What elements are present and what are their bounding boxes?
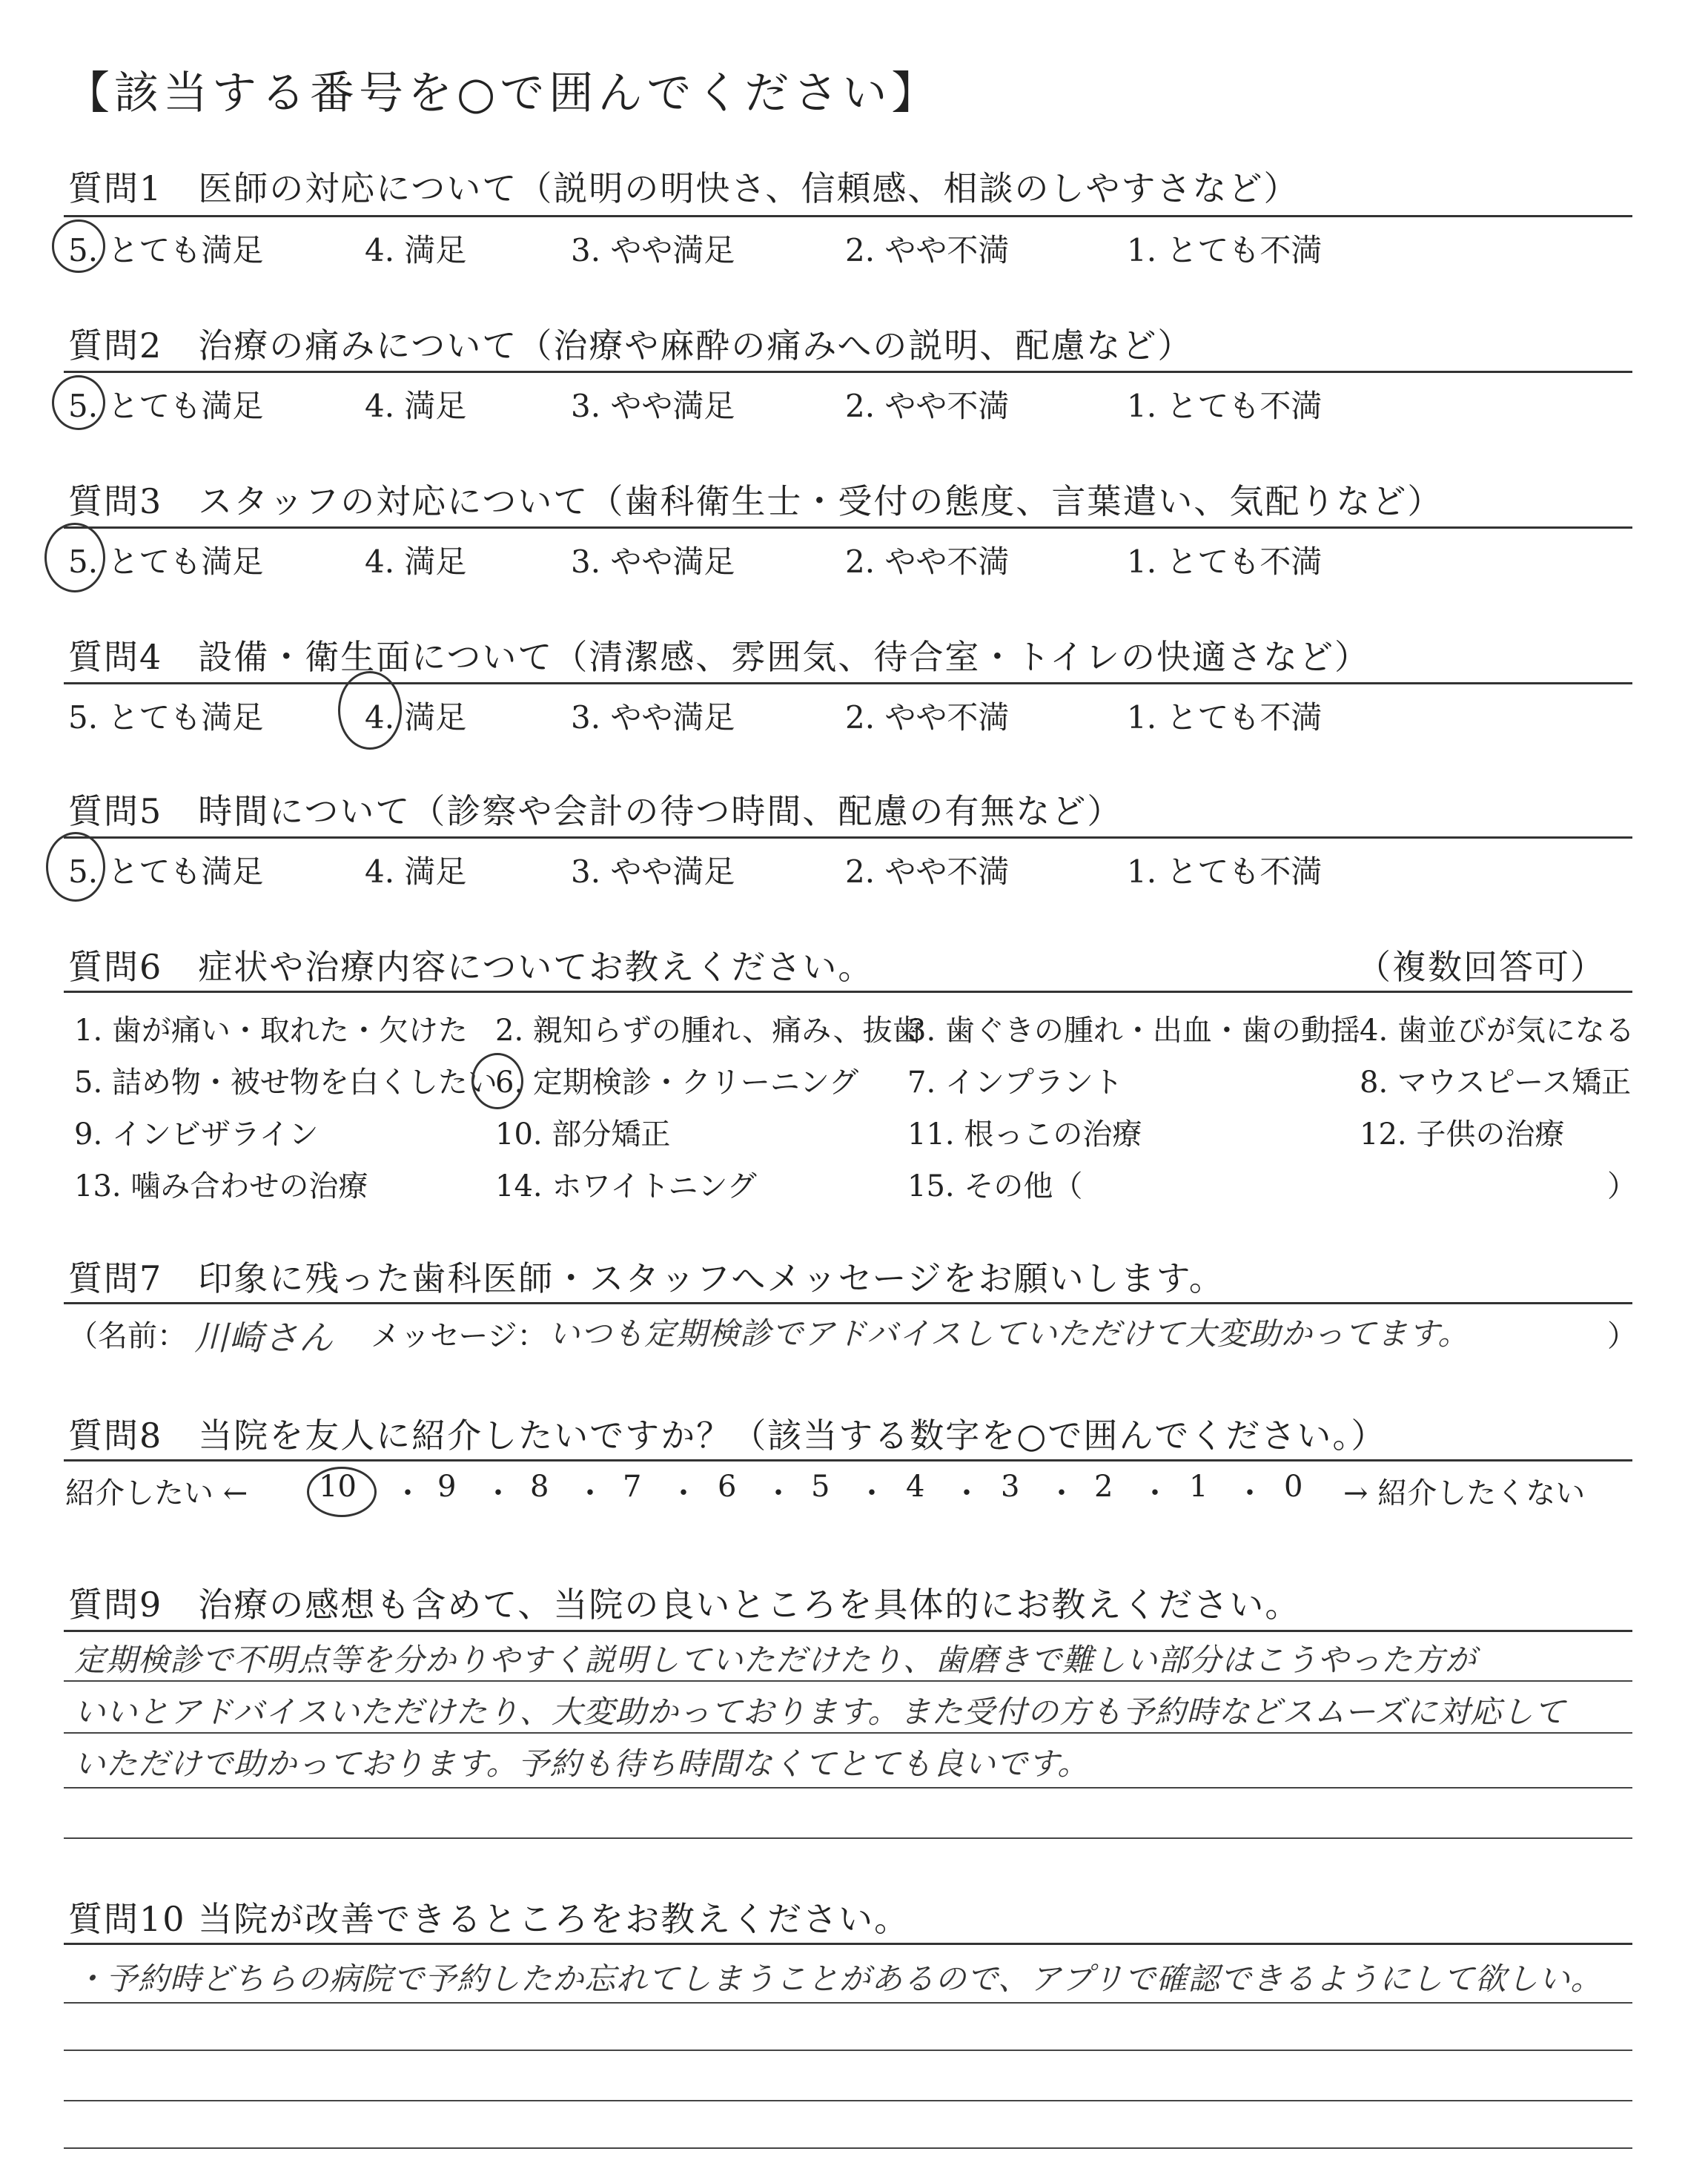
q9-answer-rule [64,1837,1632,1839]
q7-close: ） [1607,1319,1637,1353]
q9-answer-line-3[interactable]: いただけで助かっております。予約も待ち時間なくてとても良いです。 [74,1745,1090,1782]
q3-option-2[interactable]: 2. やや不満 [845,544,1010,580]
q4-option-5[interactable]: 5. とても満足 [68,699,264,736]
q9-rule [64,1630,1632,1632]
q8-scale-9[interactable]: 9 [437,1470,457,1504]
q9-answer-rule [64,1787,1632,1789]
q8-rule [64,1459,1632,1462]
q7-heading: 質問7 印象に残った歯科医師・スタッフへメッセージをお願いします。 [68,1258,1225,1298]
q9-heading: 質問9 治療の感想も含めて、当院の良いところを具体的にお教えください。 [68,1585,1301,1625]
q9-answer-rule [64,1680,1632,1682]
q5-option-4[interactable]: 4. 満足 [365,853,467,890]
q6-item-4[interactable]: 4. 歯並びが気になる [1360,1014,1635,1048]
q10-answer-rule [64,2100,1632,2101]
q3-option-1[interactable]: 1. とても不満 [1127,544,1323,580]
q2-rule [64,371,1632,373]
q4-option-3[interactable]: 3. やや満足 [571,699,735,736]
q8-dot: ・ [1140,1476,1170,1510]
q6-item-11[interactable]: 11. 根っこの治療 [907,1117,1142,1152]
q3-option-5[interactable]: 5. とても満足 [68,544,264,580]
q8-dot: ・ [952,1476,982,1510]
q8-scale-2[interactable]: 2 [1094,1470,1113,1504]
q8-dot: ・ [1235,1476,1265,1510]
q6-note: （複数回答可） [1357,947,1606,987]
q8-dot: ・ [575,1476,605,1510]
q6-heading: 質問6 症状や治療内容についてお教えください。 [68,947,874,987]
q6-item-7[interactable]: 7. インプラント [907,1066,1123,1100]
q7-message-value[interactable]: いつも定期検診でアドバイスしていただけて大変助かってます。 [549,1315,1470,1352]
q6-item-15[interactable]: 15. その他（ [907,1169,1083,1203]
q8-scale-8[interactable]: 8 [530,1470,549,1504]
q2-option-1[interactable]: 1. とても不満 [1127,388,1323,424]
q10-answer-rule [64,2050,1632,2051]
q2-option-4[interactable]: 4. 満足 [365,388,467,424]
q3-selection-circle [44,523,105,592]
q9-answer-line-2[interactable]: いいとアドバイスいただけたり、大変助かっております。また受付の方も予約時などスムーズに対応して [74,1694,1566,1730]
q5-option-1[interactable]: 1. とても不満 [1127,853,1323,890]
q9-answer-rule [64,1732,1632,1734]
q8-right-label: → 紹介したくない [1343,1476,1586,1510]
q7-name-value[interactable]: 川崎さん [194,1318,334,1358]
q6-item-1[interactable]: 1. 歯が痛い・取れた・欠けた [74,1014,468,1048]
q6-item-9[interactable]: 9. インビザライン [74,1117,319,1152]
q4-option-4[interactable]: 4. 満足 [365,699,467,736]
q4-rule [64,682,1632,684]
page-title: 【該当する番号を○で囲んでください】 [65,67,941,119]
q6-item-6[interactable]: 6. 定期検診・クリーニング [495,1066,859,1100]
q1-option-3[interactable]: 3. やや満足 [571,232,735,268]
q8-scale-3[interactable]: 3 [1001,1470,1020,1504]
q8-scale-1[interactable]: 1 [1189,1470,1208,1504]
q3-heading: 質問3 スタッフの対応について（歯科衛生士・受付の態度、言葉遣い、気配りなど） [68,481,1443,521]
q6-item-10[interactable]: 10. 部分矯正 [495,1117,671,1152]
q6-item-3[interactable]: 3. 歯ぐきの腫れ・出血・歯の動揺 [907,1014,1360,1048]
q1-option-2[interactable]: 2. やや不満 [845,232,1010,268]
q6-item-13[interactable]: 13. 噛み合わせの治療 [74,1169,368,1203]
q6-item-14[interactable]: 14. ホワイトニング [495,1169,757,1203]
q10-answer-rule [64,2147,1632,2149]
q10-rule [64,1943,1632,1945]
q1-option-4[interactable]: 4. 満足 [365,232,467,268]
q8-dot: ・ [857,1476,887,1510]
q1-selection-circle [52,219,105,273]
q8-heading: 質問8 当院を友人に紹介したいですか？（該当する数字を○で囲んでください。） [68,1416,1387,1456]
q8-dot: ・ [393,1476,423,1510]
q4-option-2[interactable]: 2. やや不満 [845,699,1010,736]
q8-selection-circle [307,1467,377,1517]
q8-dot: ・ [1047,1476,1076,1510]
q1-option-1[interactable]: 1. とても不満 [1127,232,1323,268]
q10-answer-line-1[interactable]: ・予約時どちらの病院で予約したか忘れてしまうことがあるので、アプリで確認できるようにして欲しい。 [74,1961,1603,1997]
q8-scale-0[interactable]: 0 [1284,1470,1303,1504]
q6-rule [64,991,1632,993]
q6-item-2[interactable]: 2. 親知らずの腫れ、痛み、抜歯 [495,1014,922,1048]
q5-rule [64,836,1632,839]
q4-selection-circle [338,671,402,750]
q1-rule [64,215,1632,217]
q8-scale-4[interactable]: 4 [906,1470,925,1504]
q6-item-8[interactable]: 8. マウスピース矯正 [1360,1066,1632,1100]
q7-message-label: メッセージ： [371,1319,547,1353]
q5-selection-circle [46,832,105,902]
q5-option-2[interactable]: 2. やや不満 [845,853,1010,890]
q8-scale-7[interactable]: 7 [623,1470,642,1504]
q2-heading: 質問2 治療の痛みについて（治療や麻酔の痛みへの説明、配慮など） [68,326,1194,366]
q10-heading: 質問10 当院が改善できるところをお教えください。 [68,1899,910,1939]
q5-option-3[interactable]: 3. やや満足 [571,853,735,890]
q3-option-4[interactable]: 4. 満足 [365,544,467,580]
q2-option-2[interactable]: 2. やや不満 [845,388,1010,424]
q2-option-5[interactable]: 5. とても満足 [68,388,264,424]
q10-answer-rule [64,2002,1632,2004]
q8-scale-6[interactable]: 6 [718,1470,737,1504]
q4-heading: 質問4 設備・衛生面について（清潔感、雰囲気、待合室・トイレの快適さなど） [68,637,1371,677]
q6-item-5[interactable]: 5. 詰め物・被せ物を白くしたい [74,1066,497,1100]
q3-option-3[interactable]: 3. やや満足 [571,544,735,580]
q5-option-5[interactable]: 5. とても満足 [68,853,264,890]
q7-rule [64,1302,1632,1304]
q8-scale-5[interactable]: 5 [811,1470,830,1504]
q8-dot: ・ [669,1476,698,1510]
q6-selection-circle [471,1053,523,1109]
q6-item-12[interactable]: 12. 子供の治療 [1360,1117,1565,1152]
q8-dot: ・ [764,1476,793,1510]
q1-option-5[interactable]: 5. とても満足 [68,232,264,268]
q1-heading: 質問1 医師の対応について（説明の明快さ、信頼感、相談のしやすさなど） [68,168,1300,208]
q4-option-1[interactable]: 1. とても不満 [1127,699,1323,736]
q8-left-label: 紹介したい ← [65,1476,248,1510]
q2-selection-circle [52,375,105,430]
q7-name-label: （名前： [68,1319,187,1353]
q3-rule [64,526,1632,529]
q8-scale-10[interactable]: 10 [319,1470,357,1504]
q9-answer-line-1[interactable]: 定期検診で不明点等を分かりやすく説明していただけたり、歯磨きで難しい部分はこうやった方が [74,1642,1477,1678]
q2-option-3[interactable]: 3. やや満足 [571,388,735,424]
q8-dot: ・ [483,1476,513,1510]
q5-heading: 質問5 時間について（診察や会計の待つ時間、配慮の有無など） [68,791,1123,831]
q6-item-15-close: ） [1607,1169,1637,1203]
